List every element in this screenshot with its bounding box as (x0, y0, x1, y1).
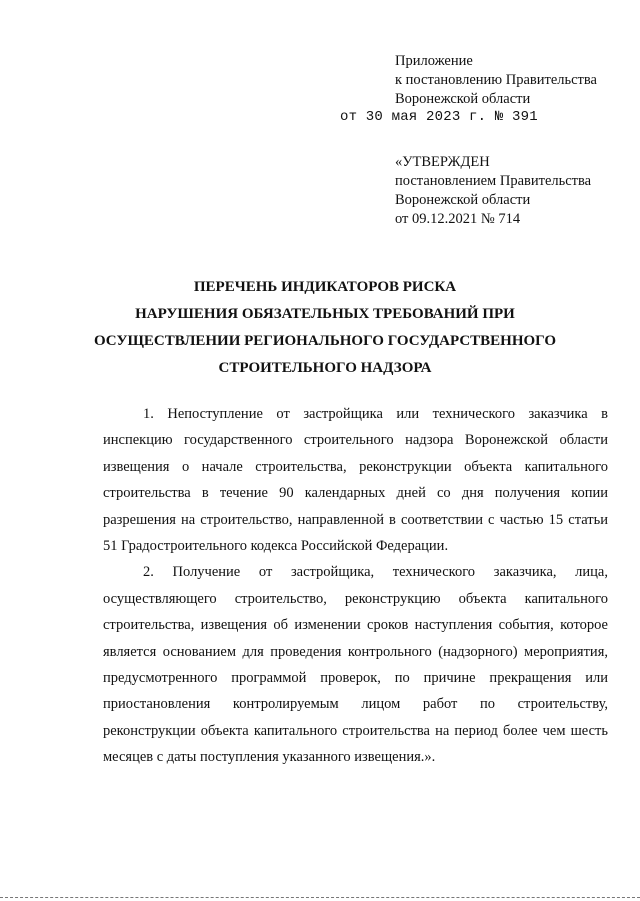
title-line-2: НАРУШЕНИЯ ОБЯЗАТЕЛЬНЫХ ТРЕБОВАНИЙ ПРИ (135, 306, 515, 322)
resolution-date-stamp: от 30 мая 2023 г. № 391 (340, 109, 538, 125)
paragraph-1: 1. Непоступление от застройщика или технического заказчика в инспекцию государственного строительного надзора Воронежской области извещения о начале строительства, реконструкции объекта капитального строительства в течение 90 календарных дней со дня получения копии разрешения на строительство, направленной в соответствии с частью 15 статьи 51 Градостроительного кодекса Российской Федерации. (103, 406, 608, 555)
approved-line-1: «УТВЕРЖДЕН (395, 154, 490, 170)
appendix-header (395, 52, 597, 109)
paragraph-2: 2. Получение от застройщика, технического заказчика, лица, осуществляющего строительство, реконструкцию объекта капитального строительства, извещения об изменении сроков наступления события, которое является основанием для проведения контрольного (надзорного) мероприятия, предусмотренного программой проверок, по причине прекращения или приостановления контролируемым лицом работ по строительству, реконструкции объекта капитального строительства на период более чем шесть месяцев с даты поступления указанного извещения.». (103, 564, 608, 766)
appendix-line-2: к постановлению Правительства (395, 72, 597, 88)
document-title (40, 274, 610, 382)
approved-line-2: постановлением Правительства (395, 173, 592, 189)
approved-line-4: от 09.12.2021 № 714 (395, 211, 521, 227)
approved-line-3: Воронежской области (395, 192, 531, 208)
title-line-4: СТРОИТЕЛЬНОГО НАДЗОРА (218, 360, 432, 376)
appendix-line-3: Воронежской области (395, 91, 531, 107)
appendix-line-1: Приложение (395, 53, 473, 69)
document-body (103, 401, 608, 771)
approved-block (395, 153, 591, 229)
title-line-3: ОСУЩЕСТВЛЕНИИ РЕГИОНАЛЬНОГО ГОСУДАРСТВЕННОГО (93, 333, 557, 349)
title-line-1: ПЕРЕЧЕНЬ ИНДИКАТОРОВ РИСКА (193, 279, 457, 295)
page-bottom-divider (0, 897, 640, 898)
